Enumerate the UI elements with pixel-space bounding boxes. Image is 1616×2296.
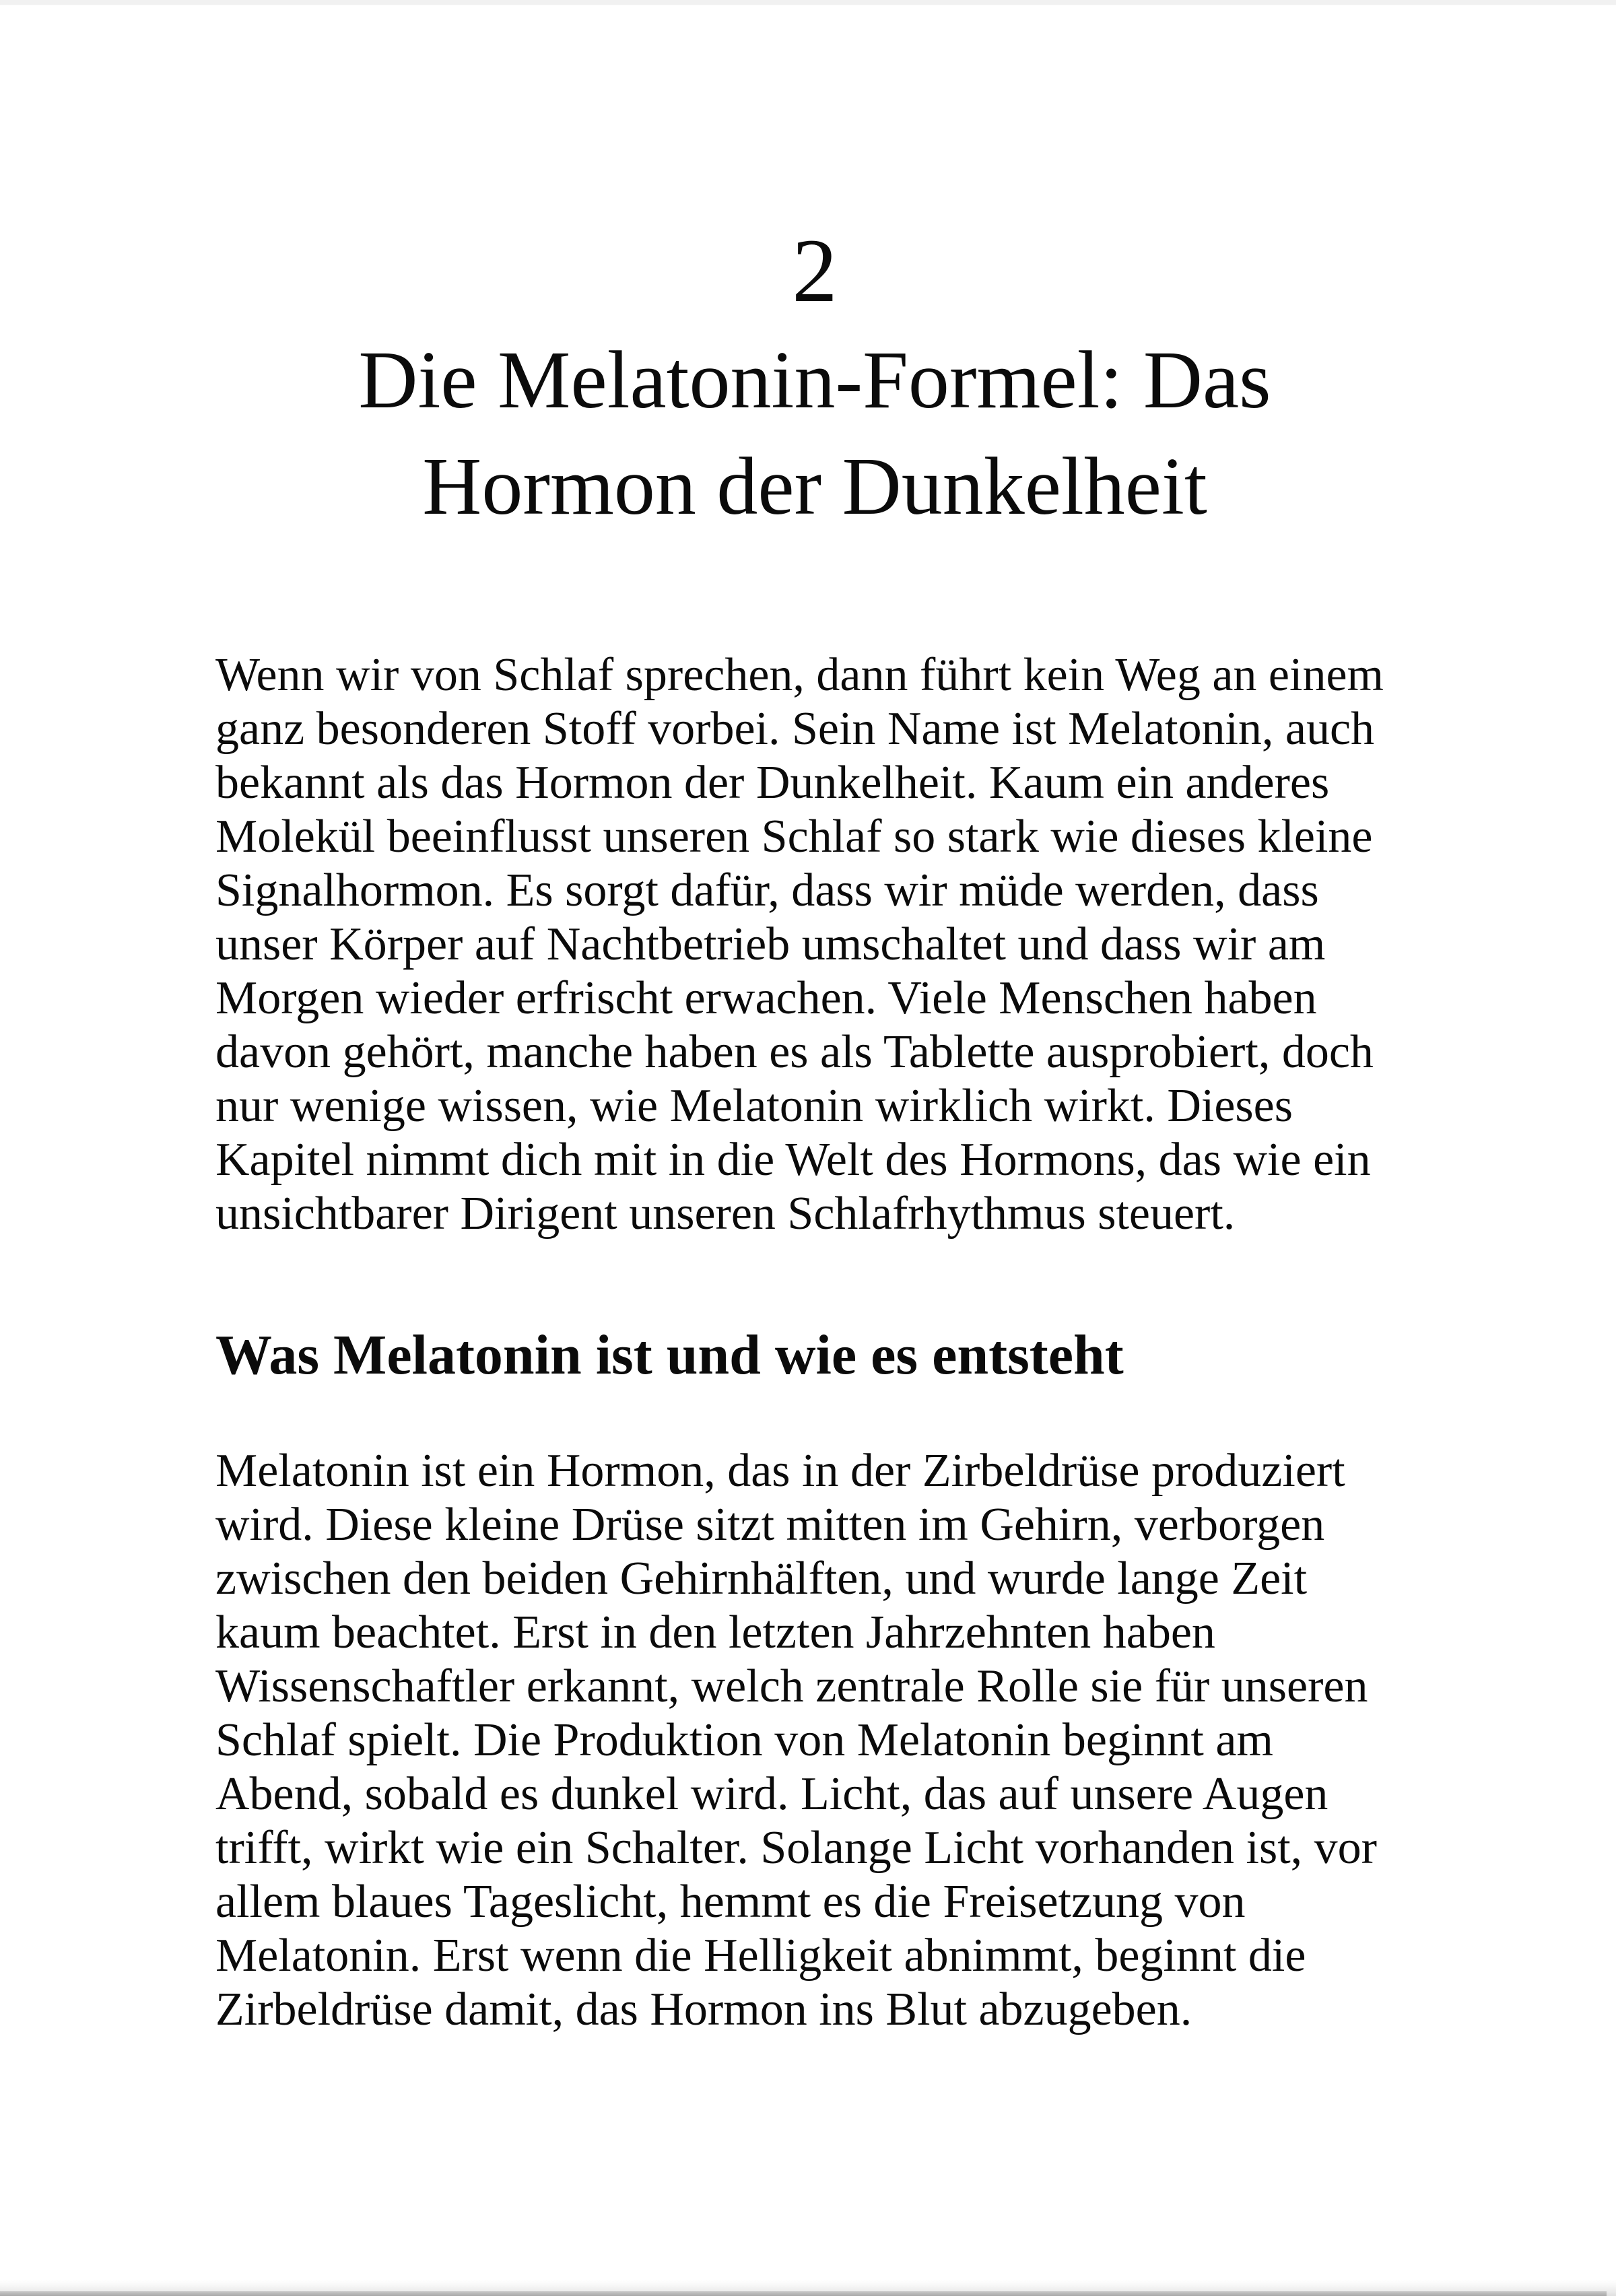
text-line: unsichtbarer Dirigent unseren Schlafrhythmus steuert. [215,1188,1236,1240]
text-line: Morgen wieder erfrischt erwachen. Viele Menschen haben [215,972,1317,1024]
text-line: Wissenschaftler erkannt, welch zentrale Rolle sie für unseren [215,1660,1368,1712]
text-line: Die Melatonin-Formel: Das [358,335,1271,426]
text-line: ganz besonderen Stoff vorbei. Sein Name ist Melatonin, auch [215,703,1375,755]
section-paragraph [215,1444,1414,2037]
text-line: allem blaues Tageslicht, hemmt es die Freisetzung von [215,1876,1246,1928]
section-heading: Was Melatonin ist und wie es entsteht [215,1324,1124,1386]
text-line: Melatonin. Erst wenn die Helligkeit abnimmt, beginnt die [215,1930,1306,1982]
text-line: Molekül beeinflusst unseren Schlaf so stark wie dieses kleine [215,811,1373,863]
text-line: Wenn wir von Schlaf sprechen, dann führt kein Weg an einem [215,649,1384,701]
text-line: zwischen den beiden Gehirnhälften, und wurde lange Zeit [215,1553,1308,1605]
text-line: wird. Diese kleine Drüse sitzt mitten im Gehirn, verborgen [215,1499,1325,1551]
page-stack-line [0,2291,1607,2296]
text-line: Schlaf spielt. Die Produktion von Melatonin beginnt am [215,1714,1273,1766]
text-line: davon gehört, manche haben es als Tablette ausprobiert, doch [215,1026,1374,1078]
intro-paragraph [215,648,1414,1241]
text-line: Hormon der Dunkelheit [422,441,1207,532]
text-line: Signalhormon. Es sorgt dafür, dass wir müde werden, dass [215,865,1319,916]
chapter-number: 2 [792,221,838,321]
text-line: Melatonin ist ein Hormon, das in der Zirbeldrüse produziert [215,1445,1345,1497]
text-line: Zirbeldrüse damit, das Hormon ins Blut abzugeben. [215,1984,1192,2035]
text-line: unser Körper auf Nachtbetrieb umschaltet und dass wir am [215,918,1326,970]
text-line: kaum beachtet. Erst in den letzten Jahrzehnten haben [215,1607,1215,1658]
text-line: Kapitel nimmt dich mit in die Welt des Hormons, das wie ein [215,1134,1371,1186]
text-line: trifft, wirkt wie ein Schalter. Solange Licht vorhanden ist, vor [215,1822,1377,1874]
text-line: Abend, sobald es dunkel wird. Licht, das auf unsere Augen [215,1768,1328,1820]
page-content [215,0,1414,2037]
chapter-title [215,327,1414,540]
text-line: bekannt als das Hormon der Dunkelheit. Kaum ein anderes [215,757,1330,809]
text-line: nur wenige wissen, wie Melatonin wirklich wirkt. Dieses [215,1080,1293,1132]
page-bottom-edge [0,2280,1616,2296]
